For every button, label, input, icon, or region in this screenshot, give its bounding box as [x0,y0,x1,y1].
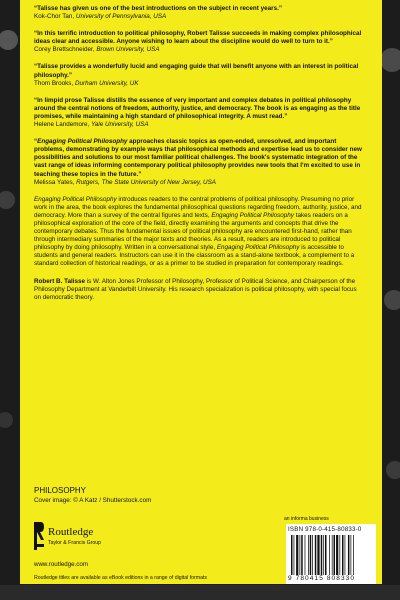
back-cover-text [34,5,362,310]
endorsement-text: “Engaging Political Philosophy approaches classic topics as open-ended, unresolved, and important problems, demonstrating by example ways that philosophical methods and expertise lead us to consider new possibilities and solutions to our most familiar political challenges. The book's systematic integration of the vast range of ideas informing contemporary political philosophy provides new tools that I'm excited to use in teaching these topics in the future.” [34,138,362,178]
publisher-logo [34,522,114,554]
endorsement-text: “In limpid prose Talisse distills the essence of very important and complex debates in political philosophy around the central notions of freedom, authority, justice, and democracy. The book is as engaging as the title promises, while maintaining a high standard of philosophical integrity. A must read.” [34,96,361,120]
barcode-icon [290,535,372,575]
author-bio: Robert B. Talisse is W. Alton Jones Professor of Philosophy, Professor of Political Science, and Chairperson of the Philosophy Department at Vanderbilt University. His research specialization is political philosophy, with special focus on democratic theory. [34,277,357,301]
informa-note: an informa business [284,516,329,522]
endorsement-2 [34,30,362,54]
endorsement-text: “Talisse provides a wonderfully lucid and engaging guide that will benefit anyone with an interest in political philosophy.” [34,63,359,79]
endorsement-4 [34,97,362,129]
routledge-r-icon [34,522,44,550]
isbn-barcode-box [286,524,376,584]
publisher-name: Routledge [48,526,94,538]
subject-category: PHILOSOPHY [34,486,87,495]
endorsement-text: “In this terrific introduction to political philosophy, Robert Talisse succeeds in making complex philosophical ideas clear and accessible. Anyone wishing to learn about the discipline would do well to turn to it.” [34,30,362,46]
endorsement-attribution: Thom Brooks, Durham University, UK [34,79,139,87]
endorsement-attribution: Melissa Yates, Rutgers, The State University of New Jersey, USA [34,178,216,186]
cover-image-credit: Cover image: © A Katz / Shutterstock.com [34,497,152,504]
publisher-group: Taylor & Francis Group [48,540,102,546]
ebook-note: Routledge titles are available as eBook editions in a range of digital formats [34,575,208,581]
endorsement-text: “Talisse has given us one of the best introductions on the subject in recent years.” [34,5,282,12]
barcode-number: 9 780415 808330 [288,575,356,582]
endorsement-attribution: Helene Landemore, Yale University, USA [34,121,149,129]
publisher-website: www.routledge.com [34,561,88,568]
endorsement-1 [34,5,362,21]
author-name: Robert B. Talisse [34,277,85,285]
book-description: Engaging Political Philosophy introduces readers to the central problems of political philosophy. Presuming no prior work in the area, the book explores the fundamental philosophical questions regarding freedom, authority, justice, and democracy. More than a survey of the central figures and texts, Engaging Political Philosophy takes readers on a philosophical exploration of the core of the field, directly examining the arguments and concepts that drive the contemporary debates. Thus the fundamental issues of political philosophy are encountered first-hand, rather than through intermediary summaries of the major texts and theories. As a result, readers are introduced to political philosophy by doing philosophy. Written in a conversational style, Engaging Political Philosophy is accessible to students and general readers. Instructors can use it in the classroom as a stand-alone textbook, a complement to a standard collection of historical readings, or as a primer to be studied in preparation for contemporary readings. [34,195,362,268]
isbn-label: ISBN 978-0-415-80833-0 [288,526,362,533]
endorsement-3 [34,63,362,87]
endorsement-attribution: Kok-Chor Tan, University of Pennsylvania, USA [34,13,167,21]
endorsement-attribution: Corey Brettschneider, Brown University, USA [34,46,160,54]
endorsement-5 [34,138,362,187]
